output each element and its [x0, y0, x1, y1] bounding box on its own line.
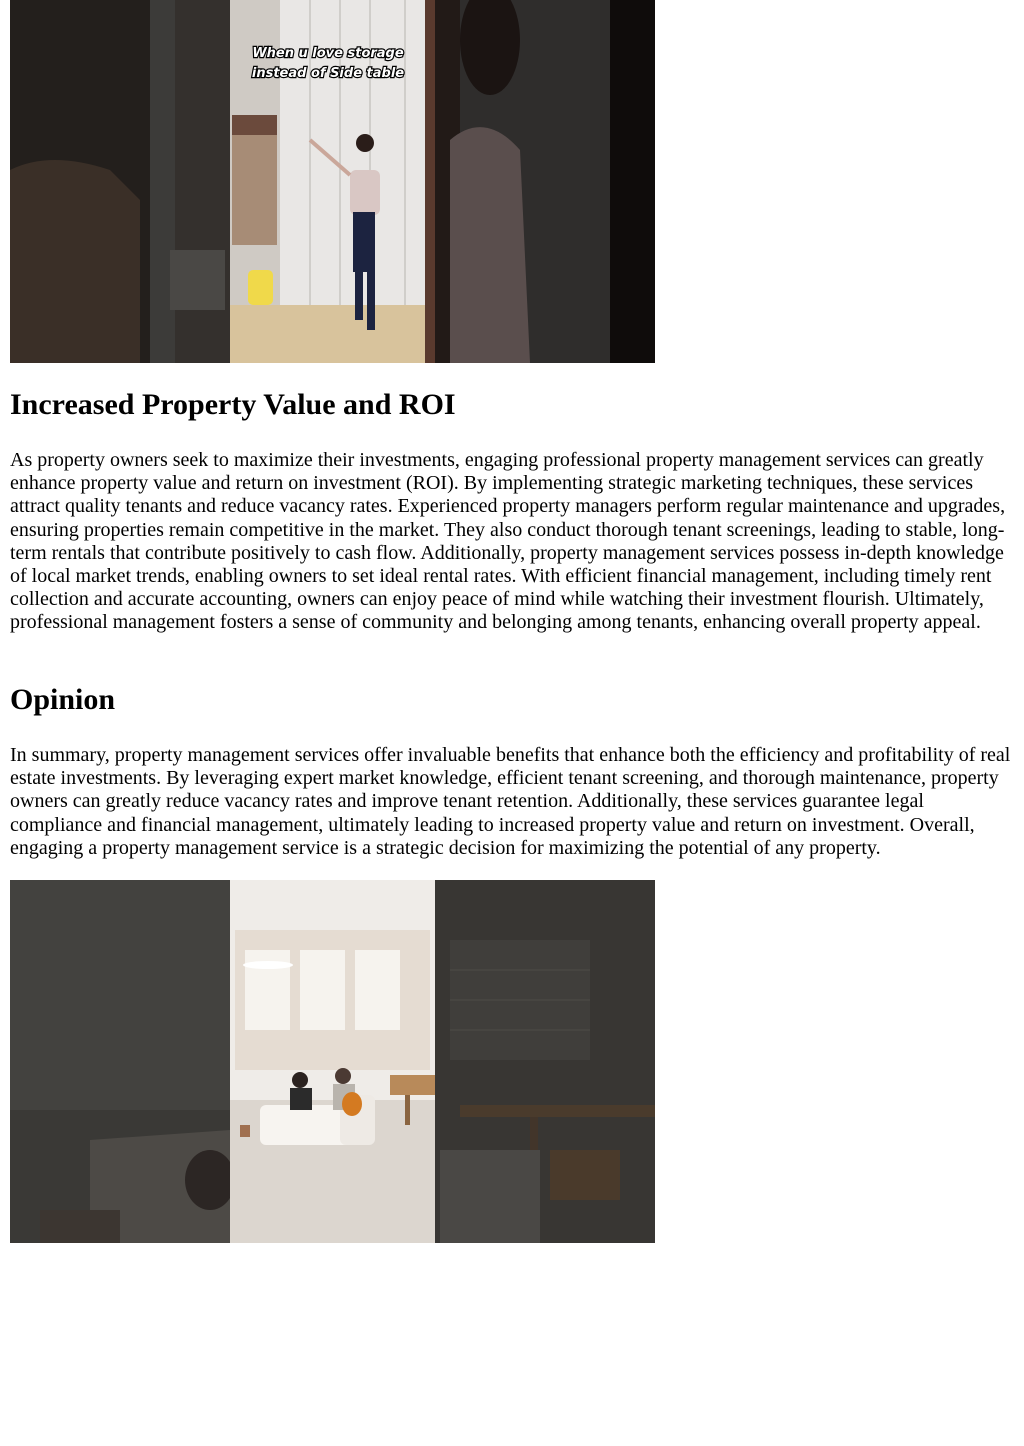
image-caption-line-2: instead of Side table — [251, 66, 405, 81]
section-body-roi: As property owners seek to maximize their investments, engaging professional property management services can greatly enhance property value and return on investment (ROI). By implementing strategic marketing techniques, these services attract quality tenants and reduce vacancy rates. Experienced property managers perform regular maintenance and upgrades, ensuring properties remain competitive in the market. They also conduct thorough tenant screenings, leading to stable, long-term rentals that contribute positively to cash flow. Additionally, property management services possess in-depth knowledge of local market trends, enabling owners to set ideal rental rates. With efficient financial management, including timely rent collection and accurate accounting, owners can enjoy peace of mind while watching their investment flourish. Ultimately, professional management fosters a sense of community and belonging among tenants, enhancing overall property appeal. — [10, 449, 1006, 634]
storage-cabinet-photo — [10, 0, 655, 363]
section-body-opinion: In summary, property management services offer invaluable benefits that enhance both the efficiency and profitability of real estate investments. By leveraging expert market knowledge, efficient tenant screening, and thorough maintenance, property owners can greatly reduce vacancy rates and improve tenant retention. Additionally, these services guarantee legal compliance and financial management, ultimately leading to increased property value and return on investment. Overall, engaging a property management service is a strategic decision for maximizing the potential of any property. — [10, 744, 1011, 859]
section-heading-opinion: Opinion — [10, 683, 116, 716]
section-heading-roi: Increased Property Value and ROI — [10, 388, 456, 421]
living-room-photo — [10, 880, 655, 1243]
image-caption-line-1: When u love storage — [252, 46, 404, 61]
